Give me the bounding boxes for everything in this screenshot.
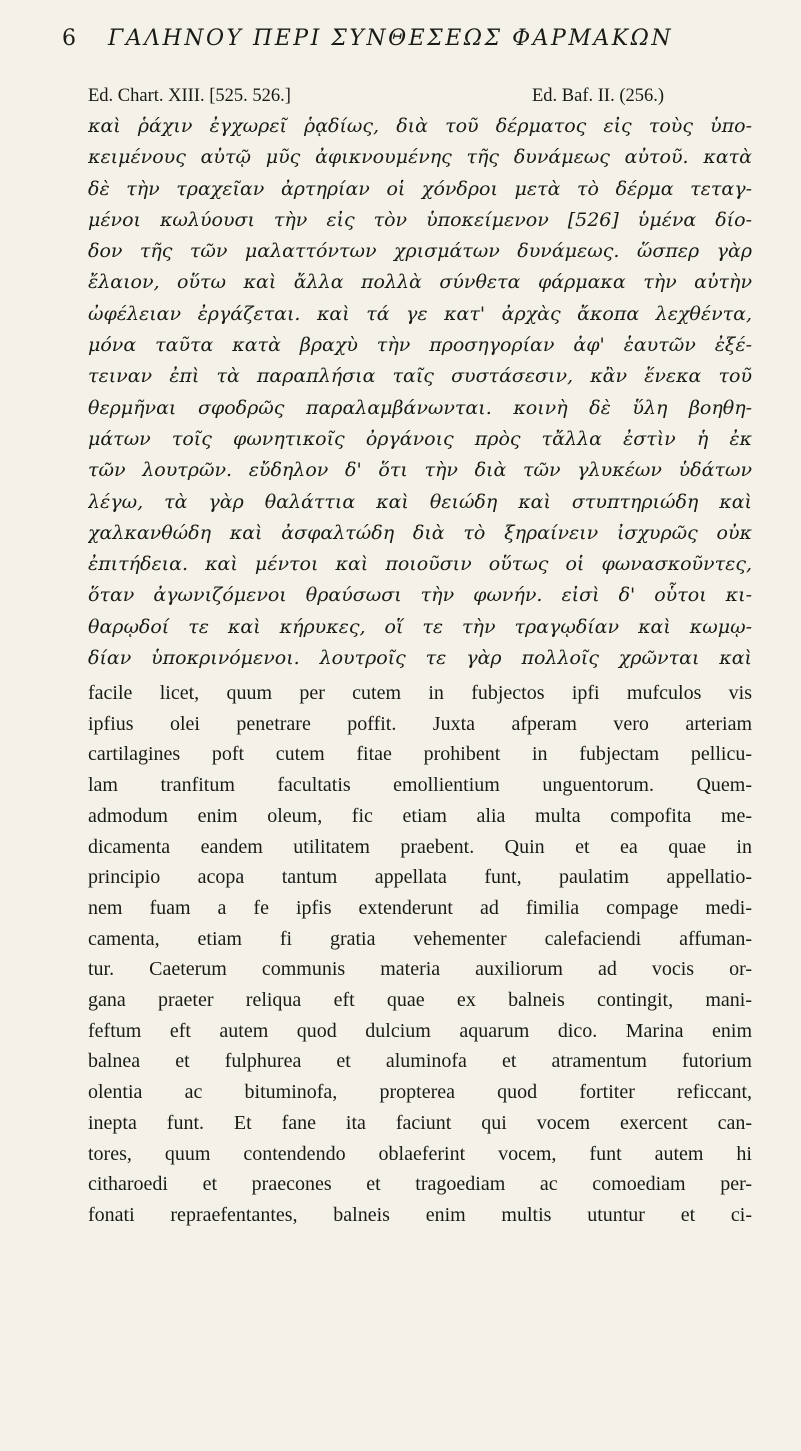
latin-line: inepta funt. Et fane ita faciunt qui vocem exercent can-	[88, 1111, 752, 1134]
latin-line: principio acopa tantum appellata funt, paulatim appellatio-	[88, 866, 752, 889]
greek-line: τῶν λουτρῶν. εὔδηλον δ' ὅτι τὴν διὰ τῶν γλυκέων ὑδάτων	[88, 459, 752, 482]
greek-line: δον τῆς τῶν μαλαττόντων χρισμάτων δυνάμεως. ὥσπερ γὰρ	[88, 240, 752, 263]
latin-line: olentia ac bituminofa, propterea quod fortiter reficcant,	[88, 1081, 752, 1104]
greek-line: μένοι κωλύουσι τὴν εἰς τὸν ὑποκείμενον [526] ὑμένα δίο-	[88, 208, 752, 231]
greek-line: ἔλαιον, οὕτω καὶ ἄλλα πολλὰ σύνθετα φάρμακα τὴν αὐτὴν	[88, 271, 752, 294]
greek-line: χαλκανθώδη καὶ ἀσφαλτώδη διὰ τὸ ξηραίνειν ἰσχυρῶς οὐκ	[88, 521, 752, 544]
greek-line: καὶ ῥάχιν ἐγχωρεῖ ῥᾳδίως, διὰ τοῦ δέρματος εἰς τοὺς ὑπο-	[88, 115, 752, 137]
greek-line: θαρῳδοί τε καὶ κήρυκες, οἵ τε τὴν τραγῳδίαν καὶ κωμῳ-	[88, 615, 752, 638]
greek-line: μόνα ταῦτα κατὰ βραχὺ τὴν προσηγορίαν ἀφ' ἑαυτῶν ἐξέ-	[88, 334, 752, 357]
greek-line: μάτων τοῖς φωνητικοῖς ὀργάνοις πρὸς τἄλλα ἐστὶν ἡ ἐκ	[88, 427, 752, 450]
greek-line: ἐπιτήδεια. καὶ μέντοι καὶ ποιοῦσιν οὕτως οἱ φωνασκοῦντες,	[88, 553, 752, 576]
edition-basel: Ed. Baf. II. (256.)	[532, 86, 665, 106]
latin-line: lam tranfitum facultatis emollientium unguentorum. Quem-	[88, 774, 752, 797]
greek-line: ὠφέλειαν ἐργάζεται. καὶ τά γε κατ' ἀρχὰς ἄκοπα λεχθέντα,	[88, 302, 752, 325]
greek-line: ὅταν ἀγωνιζόμενοι θραύσωσι τὴν φωνήν. εἰσὶ δ' οὗτοι κι-	[88, 584, 752, 607]
latin-line: balnea et fulphurea et aluminofa et atramentum futorium	[88, 1050, 752, 1073]
greek-line: δὲ τὴν τραχεῖαν ἀρτηρίαν οἱ χόνδροι μετὰ τὸ δέρμα τεταγ-	[88, 177, 752, 200]
latin-line: facile licet, quum per cutem in fubjectos ipfi mufculos vis	[88, 682, 752, 704]
latin-line: fonati repraefentantes, balneis enim multis utuntur et ci-	[88, 1203, 752, 1226]
greek-line: δίαν ὑποκρινόμενοι. λουτροῖς τε γὰρ πολλοῖς χρῶνται καὶ	[88, 647, 752, 670]
running-title: ΓΑΛΗΝΟΥ ΠΕΡΙ ΣΥΝΘΕΣΕΩΣ ΦΑΡΜΑΚΩΝ	[108, 26, 674, 51]
latin-line: citharoedi et praecones et tragoediam ac comoediam per-	[88, 1173, 752, 1196]
latin-line: ipfius olei penetrare poffit. Juxta afperam vero arteriam	[88, 712, 752, 735]
latin-line: tores, quum contendendo oblaeferint vocem, funt autem hi	[88, 1142, 752, 1165]
latin-line: camenta, etiam fi gratia vehementer calefaciendi affuman-	[88, 927, 752, 950]
greek-line: τειναν ἐπὶ τὰ παραπλήσια ταῖς συστάσεσιν, κἂν ἕνεκα τοῦ	[88, 365, 752, 388]
greek-line: λέγω, τὰ γὰρ θαλάττια καὶ θειώδη καὶ στυπτηριώδη καὶ	[88, 490, 752, 513]
edition-chartier: Ed. Chart. XIII. [525. 526.]	[88, 86, 291, 106]
edition-reference	[88, 84, 748, 108]
page-number: 6	[62, 26, 76, 51]
latin-text-block	[88, 678, 752, 1231]
latin-line: dicamenta eandem utilitatem praebent. Quin et ea quae in	[88, 835, 752, 858]
latin-line: admodum enim oleum, fic etiam alia multa compofita me-	[88, 804, 752, 827]
latin-line: feftum eft autem quod dulcium aquarum dico. Marina enim	[88, 1019, 752, 1042]
latin-line: cartilagines poft cutem fitae prohibent in fubjectam pellicu-	[88, 743, 752, 766]
latin-line: nem fuam a fe ipfis extenderunt ad fimilia compage medi-	[88, 896, 752, 919]
running-head	[62, 14, 752, 54]
greek-text-block	[88, 111, 752, 674]
greek-line: κειμένους αὐτῷ μῦς ἀφικνουμένης τῆς δυνάμεως αὐτοῦ. κατὰ	[88, 146, 752, 169]
latin-line: tur. Caeterum communis materia auxiliorum ad vocis or-	[88, 958, 752, 981]
greek-line: θερμῆναι σφοδρῶς παραλαμβάνωνται. κοινὴ δὲ ὕλη βοηθη-	[88, 396, 752, 419]
latin-line: gana praeter reliqua eft quae ex balneis contingit, mani-	[88, 989, 752, 1012]
